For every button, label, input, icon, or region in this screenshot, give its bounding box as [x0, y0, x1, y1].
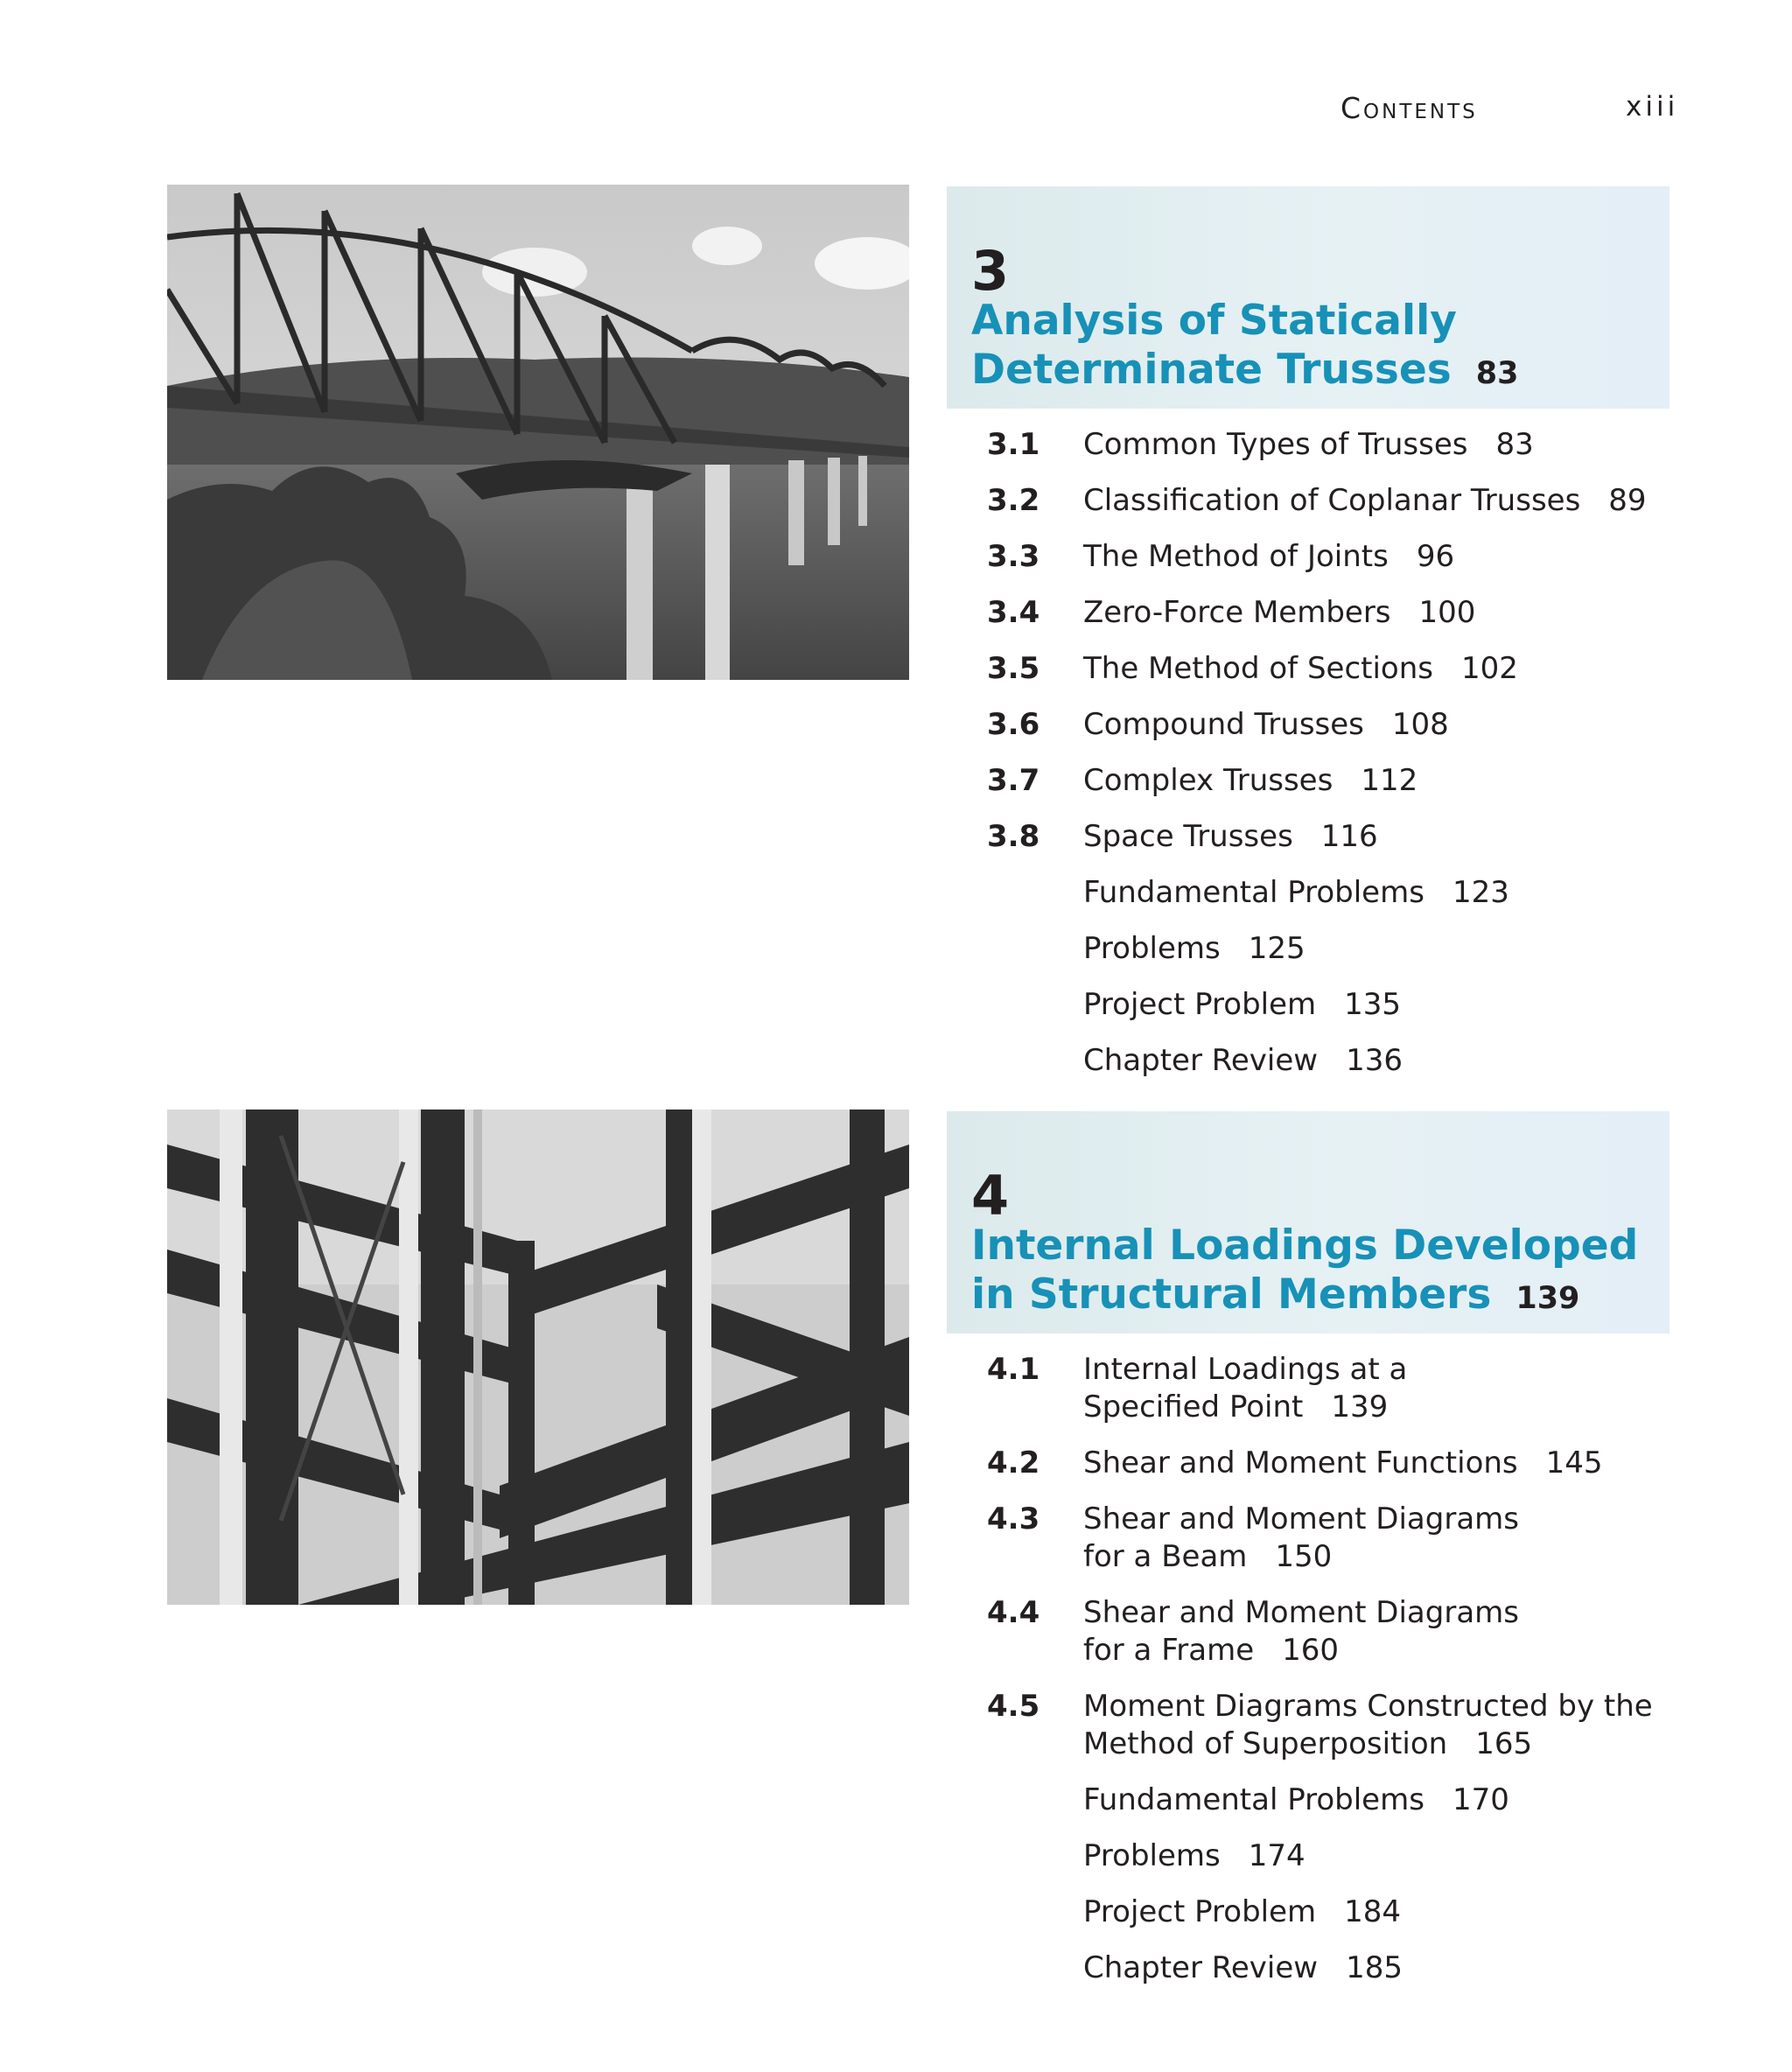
entry-title: The Method of Sections [1083, 651, 1433, 686]
chapter-banner [947, 186, 1670, 409]
toc-entry[interactable] [947, 1042, 1670, 1080]
section-number: 3.5 [987, 651, 1040, 686]
entry-page: 150 [1275, 1539, 1333, 1574]
toc-entry[interactable] [947, 818, 1670, 856]
entry-page: 96 [1416, 539, 1455, 574]
section-number: 3.8 [987, 819, 1040, 854]
entry-page: 136 [1346, 1043, 1403, 1078]
chapter-page: 83 [1475, 356, 1519, 391]
running-head: Contents [1340, 91, 1478, 125]
toc-entry[interactable] [947, 1351, 1670, 1426]
entry-title: Chapter Review [1083, 1043, 1319, 1078]
toc-entry[interactable] [947, 874, 1670, 912]
entry-page: 102 [1460, 651, 1518, 686]
section-number: 4.2 [987, 1446, 1040, 1480]
entry-title: Moment Diagrams Constructed by the Method of Superposition [1083, 1689, 1653, 1761]
entry-title: Project Problem [1083, 987, 1317, 1022]
toc-entry[interactable] [947, 482, 1670, 520]
toc-entry[interactable] [947, 1445, 1670, 1482]
chapter-4-block [947, 1111, 1670, 2006]
chapter-title-line-1: Internal Loadings Developed [971, 1222, 1639, 1270]
entry-page: 160 [1282, 1633, 1340, 1668]
entry-title: Shear and Moment Functions [1083, 1446, 1518, 1480]
entry-title: Compound Trusses [1083, 707, 1364, 742]
section-number: 3.6 [987, 707, 1040, 742]
entry-page: 165 [1475, 1726, 1533, 1761]
entry-title: Complex Trusses [1083, 763, 1334, 798]
section-number: 3.2 [987, 483, 1040, 518]
entry-title: Shear and Moment Diagrams for a Beam [1083, 1502, 1519, 1574]
entry-page: 112 [1361, 763, 1418, 798]
entry-page: 123 [1452, 875, 1509, 910]
chapter-title [971, 297, 1518, 398]
entry-title: Chapter Review [1083, 1950, 1319, 1985]
entry-page: 89 [1608, 483, 1647, 518]
entry-page: 145 [1545, 1446, 1603, 1480]
toc-entry[interactable] [947, 1950, 1670, 1987]
section-number: 3.1 [987, 427, 1040, 462]
toc-entry[interactable] [947, 1594, 1670, 1670]
chapter-page: 139 [1516, 1281, 1580, 1316]
section-number: 3.7 [987, 763, 1040, 798]
page-number: xiii [1626, 91, 1679, 122]
toc-list [947, 426, 1670, 1080]
section-number: 3.4 [987, 595, 1040, 630]
entry-title: The Method of Joints [1083, 539, 1389, 574]
toc-entry[interactable] [947, 1782, 1670, 1819]
toc-entry[interactable] [947, 538, 1670, 576]
entry-title: Fundamental Problems [1083, 1782, 1424, 1817]
toc-list [947, 1351, 1670, 1987]
toc-entry[interactable] [947, 1501, 1670, 1576]
toc-entry[interactable] [947, 706, 1670, 744]
chapter-3-block [947, 186, 1670, 1098]
entry-page: 83 [1495, 427, 1534, 462]
section-number: 4.4 [987, 1595, 1040, 1630]
entry-title: Problems [1083, 931, 1221, 966]
entry-title: Problems [1083, 1838, 1221, 1873]
entry-page: 100 [1418, 595, 1476, 630]
entry-page: 139 [1331, 1390, 1389, 1424]
toc-entry[interactable] [947, 986, 1670, 1024]
section-number: 4.5 [987, 1689, 1040, 1724]
toc-entry[interactable] [947, 762, 1670, 800]
toc-entry[interactable] [947, 594, 1670, 632]
entry-page: 174 [1248, 1838, 1306, 1873]
chapter-title-line-2: Determinate Trusses [971, 346, 1452, 394]
entry-title: Classification of Coplanar Trusses [1083, 483, 1581, 518]
entry-title: Fundamental Problems [1083, 875, 1424, 910]
chapter-title-line-2: in Structural Members [971, 1270, 1492, 1319]
chapter-number: 3 [971, 239, 1010, 303]
entry-page: 185 [1346, 1950, 1403, 1985]
entry-title: Zero-Force Members [1083, 595, 1391, 630]
entry-title: Shear and Moment Diagrams for a Frame [1083, 1595, 1519, 1668]
chapter-title [971, 1222, 1638, 1323]
chapter-title-line-1: Analysis of Statically [971, 297, 1457, 345]
steel-frame-photo [167, 1110, 909, 1605]
toc-entry[interactable] [947, 426, 1670, 464]
section-number: 4.3 [987, 1502, 1040, 1536]
section-number: 3.3 [987, 539, 1040, 574]
toc-entry[interactable] [947, 650, 1670, 688]
entry-page: 170 [1452, 1782, 1509, 1817]
entry-title: Project Problem [1083, 1894, 1317, 1929]
section-number: 4.1 [987, 1352, 1040, 1387]
entry-title: Common Types of Trusses [1083, 427, 1468, 462]
entry-page: 184 [1344, 1894, 1402, 1929]
entry-page: 125 [1248, 931, 1306, 966]
chapter-banner [947, 1111, 1670, 1334]
toc-entry[interactable] [947, 1894, 1670, 1931]
truss-bridge-photo [167, 185, 909, 680]
toc-entry[interactable] [947, 1838, 1670, 1875]
chapter-number: 4 [971, 1164, 1010, 1228]
entry-page: 108 [1391, 707, 1449, 742]
toc-entry[interactable] [947, 1688, 1670, 1763]
entry-page: 116 [1320, 819, 1378, 854]
entry-page: 135 [1344, 987, 1402, 1022]
entry-title: Internal Loadings at a Specified Point [1083, 1352, 1408, 1424]
entry-title: Space Trusses [1083, 819, 1293, 854]
toc-entry[interactable] [947, 930, 1670, 968]
